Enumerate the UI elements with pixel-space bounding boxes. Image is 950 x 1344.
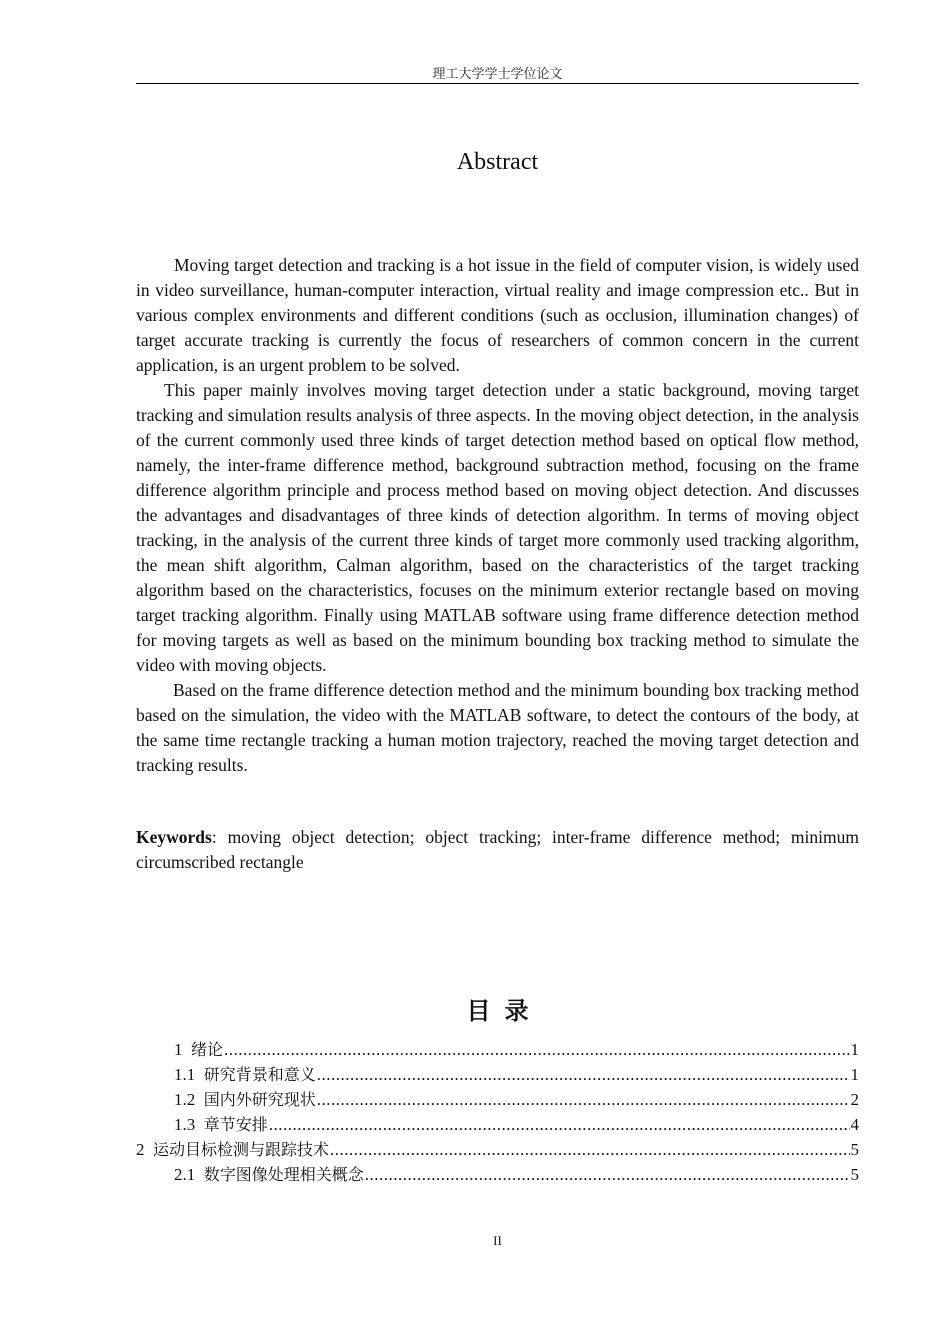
- toc-entry-page: 1: [850, 1040, 859, 1059]
- toc-leader-dots: [365, 1162, 850, 1187]
- toc-entry-number: 2.1: [174, 1165, 204, 1184]
- keywords-label: Keywords: [136, 827, 212, 847]
- toc-entry-page: 5: [850, 1165, 859, 1184]
- toc-entry-number: 1.2: [174, 1090, 204, 1109]
- page-number: II: [493, 1233, 502, 1248]
- toc-leader-dots: [317, 1062, 850, 1087]
- toc-entry-title: 国内外研究现状: [203, 1090, 316, 1109]
- abstract-paragraph: This paper mainly involves moving target detection under a static background, moving target tracking and simulation results analysis of three aspects. In the moving object detection, in the analysis of the current commonly used three kinds of target detection method based on optical flow method, namely, the inter-frame difference method, background subtraction method, focusing on the frame difference algorithm principle and process method based on moving object detection. And discusses the advantages and disadvantages of three kinds of detection algorithm. In terms of moving object tracking, in the analysis of the current three kinds of target more commonly used tracking algorithm, the mean shift algorithm, Calman algorithm, based on the characteristics of the target tracking algorithm based on the characteristics, focuses on the minimum exterior rectangle based on moving target tracking algorithm. Finally using MATLAB software using frame difference detection method for moving targets as well as based on the minimum bounding box tracking method to simulate the video with moving objects.: [136, 380, 859, 675]
- toc-title: 目录: [466, 997, 543, 1025]
- abstract-body: [136, 253, 859, 778]
- toc-entry-page: 2: [850, 1090, 859, 1109]
- keywords-text: moving object detection; object tracking; inter-frame difference method; minimum circumscribed rectangle: [136, 827, 859, 872]
- toc-leader-dots: [330, 1137, 849, 1162]
- toc-leader-dots: [317, 1087, 850, 1112]
- toc-entry[interactable]: [136, 1162, 859, 1187]
- toc-entry-page: 1: [850, 1065, 859, 1084]
- keywords-separator: :: [211, 827, 217, 847]
- header-rule: [136, 83, 859, 84]
- toc-entry[interactable]: [136, 1037, 859, 1062]
- toc-entry-title: 章节安排: [203, 1115, 268, 1134]
- toc-entry[interactable]: [136, 1062, 859, 1087]
- keywords: [136, 825, 859, 875]
- toc-entry-page: 4: [850, 1115, 859, 1134]
- toc-entry-title: 研究背景和意义: [203, 1065, 316, 1084]
- running-header: 理工大学学士学位论文: [432, 66, 563, 81]
- table-of-contents: [136, 1037, 859, 1187]
- toc-entry-number: 2: [136, 1140, 153, 1159]
- toc-entry[interactable]: [136, 1112, 859, 1137]
- abstract-paragraph: Moving target detection and tracking is a hot issue in the field of computer vision, is widely used in video surveillance, human-computer interaction, virtual reality and image compression etc.. But in various complex environments and different conditions (such as occlusion, illumination changes) of target accurate tracking is currently the focus of researchers of common concern in the current application, is an urgent problem to be solved.: [136, 255, 859, 375]
- abstract-title: Abstract: [456, 149, 539, 175]
- toc-entry-title: 绪论: [191, 1040, 224, 1059]
- toc-entry[interactable]: [136, 1137, 859, 1162]
- toc-entry-number: 1.1: [174, 1065, 204, 1084]
- toc-leader-dots: [269, 1112, 850, 1137]
- toc-entry-title: 数字图像处理相关概念: [203, 1165, 364, 1184]
- toc-entry-number: 1: [174, 1040, 191, 1059]
- toc-leader-dots: [224, 1037, 849, 1062]
- toc-entry[interactable]: [136, 1087, 859, 1112]
- toc-entry-title: 运动目标检测与跟踪技术: [153, 1140, 330, 1159]
- toc-entry-number: 1.3: [174, 1115, 204, 1134]
- toc-entry-page: 5: [850, 1140, 859, 1159]
- abstract-paragraph: Based on the frame difference detection method and the minimum bounding box tracking method based on the simulation, the video with the MATLAB software, to detect the contours of the body, at the same time rectangle tracking a human motion trajectory, reached the moving target detection and tracking results.: [136, 680, 859, 775]
